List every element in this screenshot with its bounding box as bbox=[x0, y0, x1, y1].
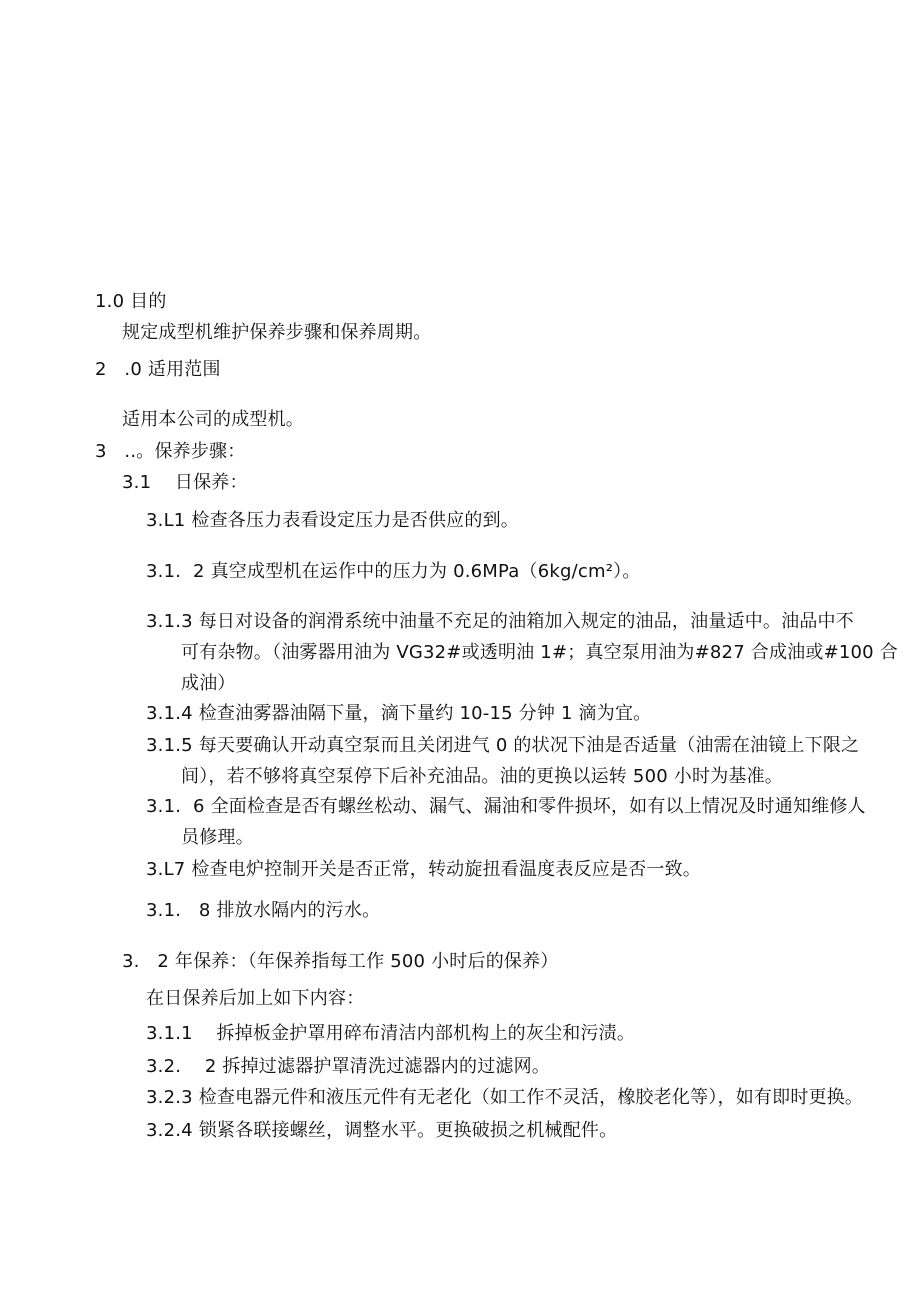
daily-item-3-line-3: 成油） bbox=[181, 673, 236, 694]
yearly-item-4: 3.2.4 锁紧各联接螺丝，调整水平。更换破损之机械配件。 bbox=[146, 1120, 618, 1141]
yearly-maintenance-heading: 3. 2 年保养：（年保养指每工作 500 小时后的保养） bbox=[122, 951, 559, 972]
section-1-body: 规定成型机维护保养步骤和保养周期。 bbox=[122, 322, 432, 343]
yearly-item-3: 3.2.3 检查电器元件和液压元件有无老化（如工作不灵活，橡胶老化等），如有即时更换。 bbox=[146, 1087, 864, 1108]
yearly-maintenance-intro: 在日保养后加上如下内容： bbox=[146, 988, 365, 1009]
daily-item-6-line-2: 员修理。 bbox=[181, 827, 254, 848]
daily-item-8: 3.1. 8 排放水隔内的污水。 bbox=[146, 900, 381, 921]
daily-item-1: 3.L1 检查各压力表看设定压力是否供应的到。 bbox=[146, 510, 519, 531]
daily-item-3 bbox=[146, 606, 898, 699]
yearly-item-1: 3.1.1 拆掉板金护罩用碎布清洁内部机构上的灰尘和污渍。 bbox=[146, 1023, 636, 1044]
daily-item-3-line-2: 可有杂物。（油雾器用油为 VG32#或透明油 1#；真空泵用油为#827 合成油或#100 合 bbox=[181, 642, 898, 663]
daily-item-6-line-1: 3.1. 6 全面检查是否有螺丝松动、漏气、漏油和零件损坏，如有以上情况及时通知维修人 bbox=[146, 796, 866, 817]
section-2-heading: 2 .0 适用范围 bbox=[95, 359, 221, 380]
yearly-item-2: 3.2. 2 拆掉过滤器护罩清洗过滤器内的过滤网。 bbox=[146, 1056, 551, 1077]
daily-item-5-line-2: 间），若不够将真空泵停下后补充油品。油的更换以运转 500 小时为基准。 bbox=[181, 766, 783, 787]
daily-item-5 bbox=[146, 730, 859, 792]
daily-item-6 bbox=[146, 791, 866, 853]
section-1-heading: 1.0 目的 bbox=[95, 291, 167, 312]
daily-item-5-line-1: 3.1.5 每天要确认开动真空泵而且关闭进气 0 的状况下油是否适量（油需在油镜上下限之 bbox=[146, 735, 860, 756]
daily-item-3-line-1: 3.1.3 每日对设备的润滑系统中油量不充足的油箱加入规定的油品，油量适中。油品中不 bbox=[146, 611, 854, 632]
daily-item-4: 3.1.4 检查油雾器油隔下量，滴下量约 10-15 分钟 1 滴为宜。 bbox=[146, 703, 652, 724]
section-3-heading: 3 ..。保养步骤： bbox=[95, 441, 246, 462]
daily-item-2: 3.1. 2 真空成型机在运作中的压力为 0.6MPa（6kg∕cm²）。 bbox=[146, 561, 641, 582]
daily-maintenance-heading: 3.1 日保养： bbox=[122, 472, 248, 493]
daily-item-7: 3.L7 检查电炉控制开关是否正常，转动旋扭看温度表反应是否一致。 bbox=[146, 859, 701, 880]
section-2-body: 适用本公司的成型机。 bbox=[122, 409, 304, 430]
